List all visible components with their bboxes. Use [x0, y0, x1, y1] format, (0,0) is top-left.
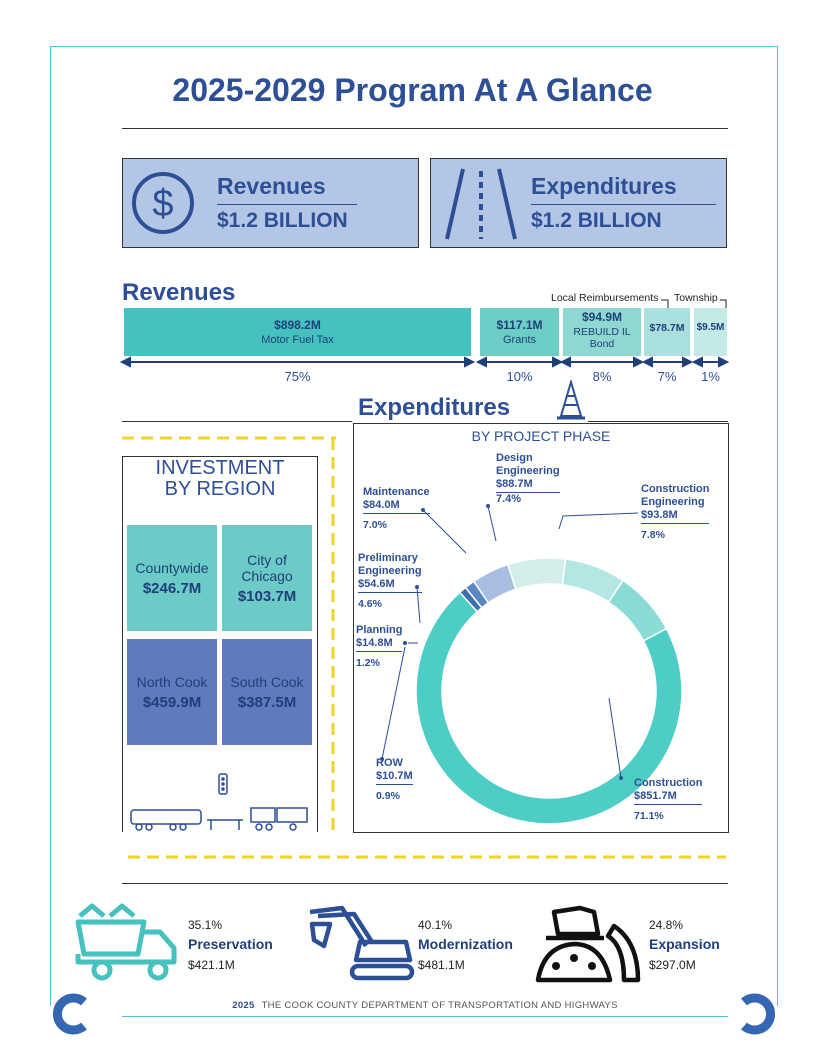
dollar-icon [131, 171, 195, 235]
revenues-summary-label: Revenues [217, 173, 326, 199]
phase-name: Maintenance [363, 486, 430, 498]
donut-slice-construction-engineering [609, 581, 667, 641]
phase-amount: $851.7M [634, 790, 702, 805]
investment-heading [122, 458, 318, 500]
footer-rule [122, 1016, 728, 1017]
region-value: $387.5M [237, 693, 297, 711]
phase-percent: 7.4% [496, 493, 522, 505]
phase-name-2: Engineering [496, 465, 560, 477]
revenue-segment-township [694, 308, 727, 356]
revenue-axis-arrows [120, 355, 732, 369]
phase-name: Planning [356, 624, 403, 636]
traffic-cone-icon [555, 380, 587, 422]
project-phase-heading: BY PROJECT PHASE [471, 428, 611, 444]
phase-label-preliminary-engineering [358, 552, 422, 611]
investment-heading-line2: BY REGION [164, 478, 276, 500]
region-name-2: Chicago [241, 567, 293, 584]
phase-amount: $54.6M [358, 578, 422, 593]
region-name: North Cook [136, 673, 208, 690]
bulldozer-icon [534, 902, 646, 984]
excavator-icon [304, 902, 416, 982]
phase-amount: $93.8M [641, 509, 709, 524]
segment-percent: 10% [506, 369, 533, 384]
category-name: Expansion [649, 936, 720, 952]
phase-label-maintenance [363, 486, 430, 532]
phase-percent: 7.8% [641, 529, 665, 541]
segment-percent: 1% [701, 369, 720, 384]
phase-amount: $10.7M [376, 770, 413, 785]
segment-label-2: Bond [589, 338, 615, 350]
phase-name: Construction [634, 777, 703, 789]
region-tile-north-cook [127, 639, 217, 745]
phase-percent: 0.9% [376, 790, 400, 802]
region-name: City of [247, 551, 287, 568]
phase-label-design-engineering [496, 452, 560, 506]
revenue-segment-grants [480, 308, 559, 356]
summary-underline [217, 204, 357, 205]
phase-name: Design [496, 452, 533, 464]
region-tile-south-cook [222, 639, 312, 745]
donut-slice-maintenance [508, 558, 566, 589]
phase-name: Construction [641, 483, 710, 495]
expenditures-summary-amount: $1.2 BILLION [531, 209, 662, 232]
footer-year: 2025 [232, 1000, 255, 1011]
phase-amount: $88.7M [496, 478, 560, 493]
phase-percent: 71.1% [634, 810, 664, 822]
segment-value: $898.2M [274, 318, 321, 332]
region-value: $103.7M [237, 587, 297, 605]
segment-label: Motor Fuel Tax [261, 334, 334, 346]
category-name: Preservation [188, 936, 273, 952]
phase-amount: $14.8M [356, 637, 402, 652]
category-amount: $481.1M [418, 958, 465, 972]
township-callout: Township [674, 292, 718, 304]
phase-label-construction [634, 777, 702, 823]
category-name: Modernization [418, 936, 513, 952]
categories-divider [122, 883, 728, 884]
vehicles-illustration [125, 806, 315, 832]
revenue-segment-local-reimbursements [644, 308, 690, 356]
phase-label-row [376, 757, 413, 803]
segment-label: REBUILD IL [573, 326, 631, 338]
donut-leader-lines [382, 506, 638, 778]
segment-percent: 7% [657, 369, 677, 384]
category-percent: 40.1% [418, 918, 453, 932]
category-amount: $421.1M [188, 958, 235, 972]
phase-percent: 7.0% [363, 519, 387, 531]
cook-county-logo-right [738, 992, 780, 1036]
segment-value: $94.9M [581, 310, 623, 324]
section-divider [122, 421, 352, 422]
segment-value: $117.1M [496, 318, 543, 332]
region-name: South Cook [230, 673, 304, 690]
section-divider [588, 421, 728, 422]
region-tile-chicago [222, 525, 312, 631]
phase-amount: $84.0M [363, 499, 430, 514]
region-name: Countywide [135, 559, 209, 576]
segment-label: Grants [502, 334, 536, 346]
phase-label-construction-engineering [641, 483, 709, 542]
region-value: $246.7M [142, 579, 202, 597]
category-percent: 35.1% [188, 918, 223, 932]
investment-heading-line1: INVESTMENT [155, 457, 285, 479]
footer-line [122, 1000, 728, 1011]
phase-name-2: Engineering [641, 496, 705, 508]
category-amount: $297.0M [649, 958, 696, 972]
cook-county-logo-left [48, 992, 90, 1036]
segment-percent: 8% [592, 369, 612, 384]
page-title: 2025-2029 Program At A Glance [172, 72, 653, 108]
phase-percent: 4.6% [358, 598, 382, 610]
segment-value: $78.7M [649, 322, 685, 334]
segment-value: $9.5M [696, 322, 725, 333]
phase-label-planning [356, 624, 402, 670]
phase-name: ROW [376, 757, 403, 769]
expenditures-summary-box [430, 158, 727, 248]
expenditures-heading: Expenditures [358, 394, 511, 421]
footer-text: THE COOK COUNTY DEPARTMENT OF TRANSPORTATION AND HIGHWAYS [261, 1000, 618, 1011]
revenues-summary-amount: $1.2 BILLION [217, 209, 348, 232]
revenues-heading: Revenues [122, 279, 236, 306]
traffic-light-icon [216, 772, 230, 798]
revenue-segment-motor-fuel-tax [124, 308, 471, 356]
summary-underline [531, 204, 716, 205]
title-divider [122, 128, 728, 129]
segment-percent: 75% [284, 369, 311, 384]
phase-name-2: Engineering [358, 565, 422, 577]
road-icon [441, 165, 521, 243]
phase-percent: 1.2% [356, 657, 380, 669]
local-reimbursements-callout: Local Reimbursements [551, 292, 659, 304]
category-percent: 24.8% [649, 918, 684, 932]
expenditures-summary-label: Expenditures [531, 173, 677, 199]
revenues-summary-box [122, 158, 419, 248]
region-tile-countywide [127, 525, 217, 631]
revenue-segment-rebuild-il [563, 308, 641, 356]
svg-text:$: $ [152, 183, 174, 225]
dump-truck-icon [74, 902, 184, 982]
phase-name: Preliminary [358, 552, 418, 564]
region-value: $459.9M [142, 693, 202, 711]
